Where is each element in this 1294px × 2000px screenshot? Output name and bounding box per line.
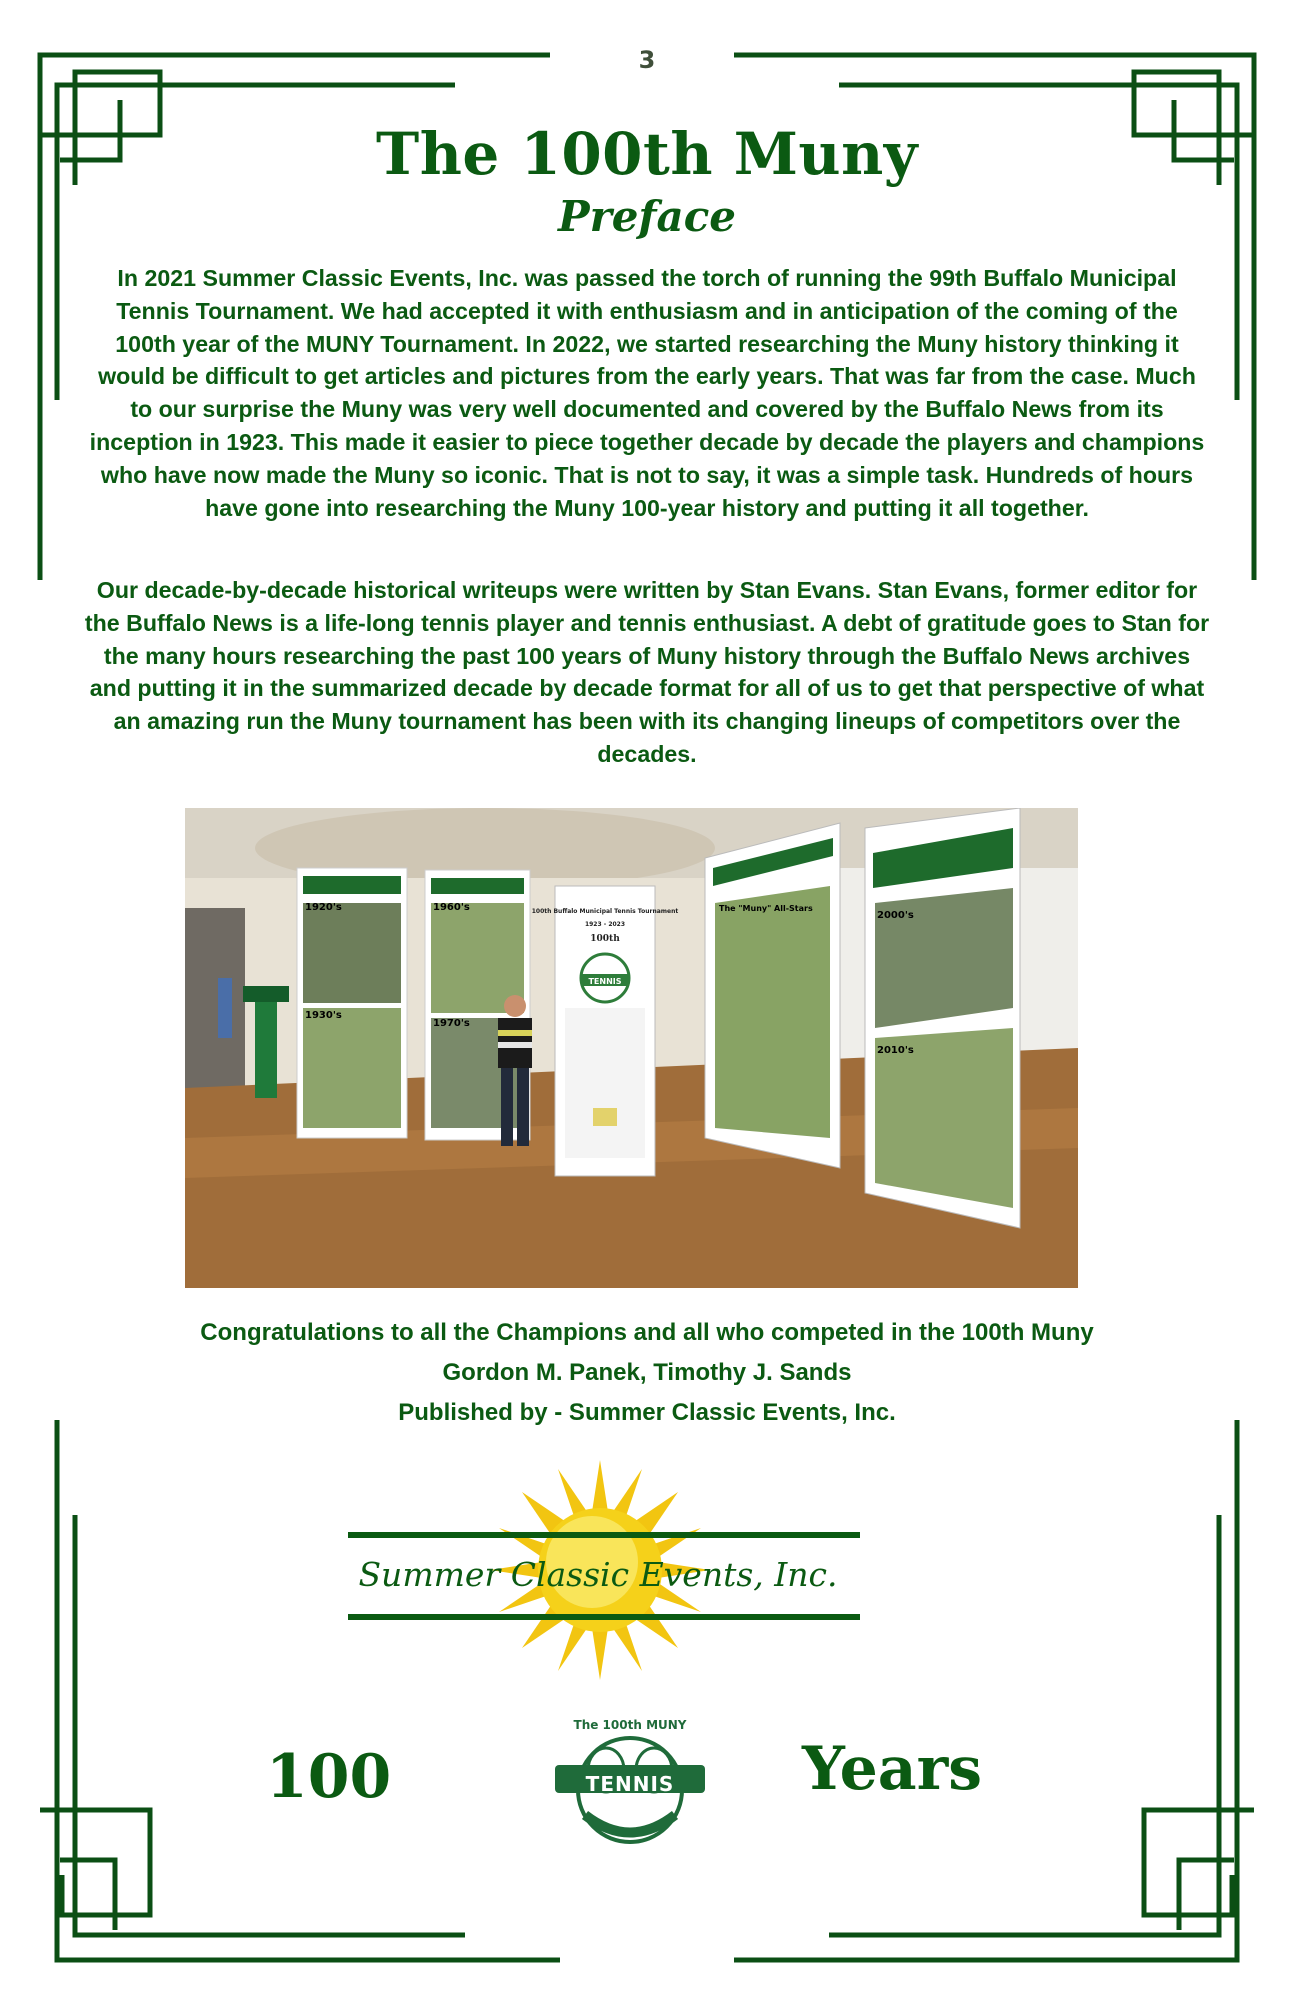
banner-center-logo-text: TENNIS — [588, 977, 622, 986]
logo-caption: The 100th MUNY — [573, 1718, 687, 1732]
page-number: 3 — [638, 46, 656, 74]
footer-years: Years — [802, 1734, 983, 1804]
banner-4-decade2: 2010's — [877, 1045, 914, 1056]
preface-paragraph-2: Our decade-by-decade historical writeups were written by Stan Evans. Stan Evans, former editor for the Buffalo News is a life-long tennis player and tennis enthusiast. A debt of gratitude goes to Stan for the many hours researching the past 100 years of Muny history through the Buffalo News archives and putting it in the summarized decade by decade format for all of us to get that perspective of what an amazing run the Muny tournament has been with its changing lineups of competitors over the decades. — [84, 577, 1210, 767]
logo-tennis-word: TENNIS — [585, 1772, 675, 1796]
banner-center-label: 100th — [590, 934, 620, 944]
banner-center-title: 100th Buffalo Municipal Tennis Tournament — [531, 908, 679, 915]
banner-2-decade: 1960's — [433, 902, 470, 913]
footer-100: 100 — [266, 1742, 392, 1812]
banner-center-years: 1923 - 2023 — [584, 921, 626, 928]
credits-publisher: Published by - Summer Classic Events, Inc. — [398, 1399, 896, 1426]
credits-congratulations: Congratulations to all the Champions and all who competed in the 100th Muny — [200, 1319, 1094, 1346]
banner-2-decade2: 1970's — [433, 1018, 470, 1029]
banner-3-title: The "Muny" All-Stars — [719, 904, 813, 913]
banner-4-decade: 2000's — [877, 910, 914, 921]
banner-1-decade: 1920's — [305, 902, 342, 913]
banner-1-decade2: 1930's — [305, 1010, 342, 1021]
credits-authors: Gordon M. Panek, Timothy J. Sands — [442, 1359, 852, 1386]
brand-name: Summer Classic Events, Inc. — [358, 1555, 838, 1594]
page-title: The 100th Muny — [376, 120, 918, 188]
page-subtitle: Preface — [557, 192, 736, 241]
preface-paragraph-1: In 2021 Summer Classic Events, Inc. was passed the torch of running the 99th Buffalo Municipal Tennis Tournament. We had accepted it with enthusiasm and in anticipation of the coming of the 100th year of the MUNY Tournament. In 2022, we started researching the Muny history thinking it would be difficult to get articles and pictures from the early years. That was far from the case. Much to our surprise the Muny was very well documented and covered by the Buffalo News from its inception in 1923. This made it easier to piece together decade by decade the players and champions who have now made the Muny so iconic. That is not to say, it was a simple task. Hundreds of hours have gone into researching the Muny 100-year history and putting it all together. — [89, 265, 1205, 521]
